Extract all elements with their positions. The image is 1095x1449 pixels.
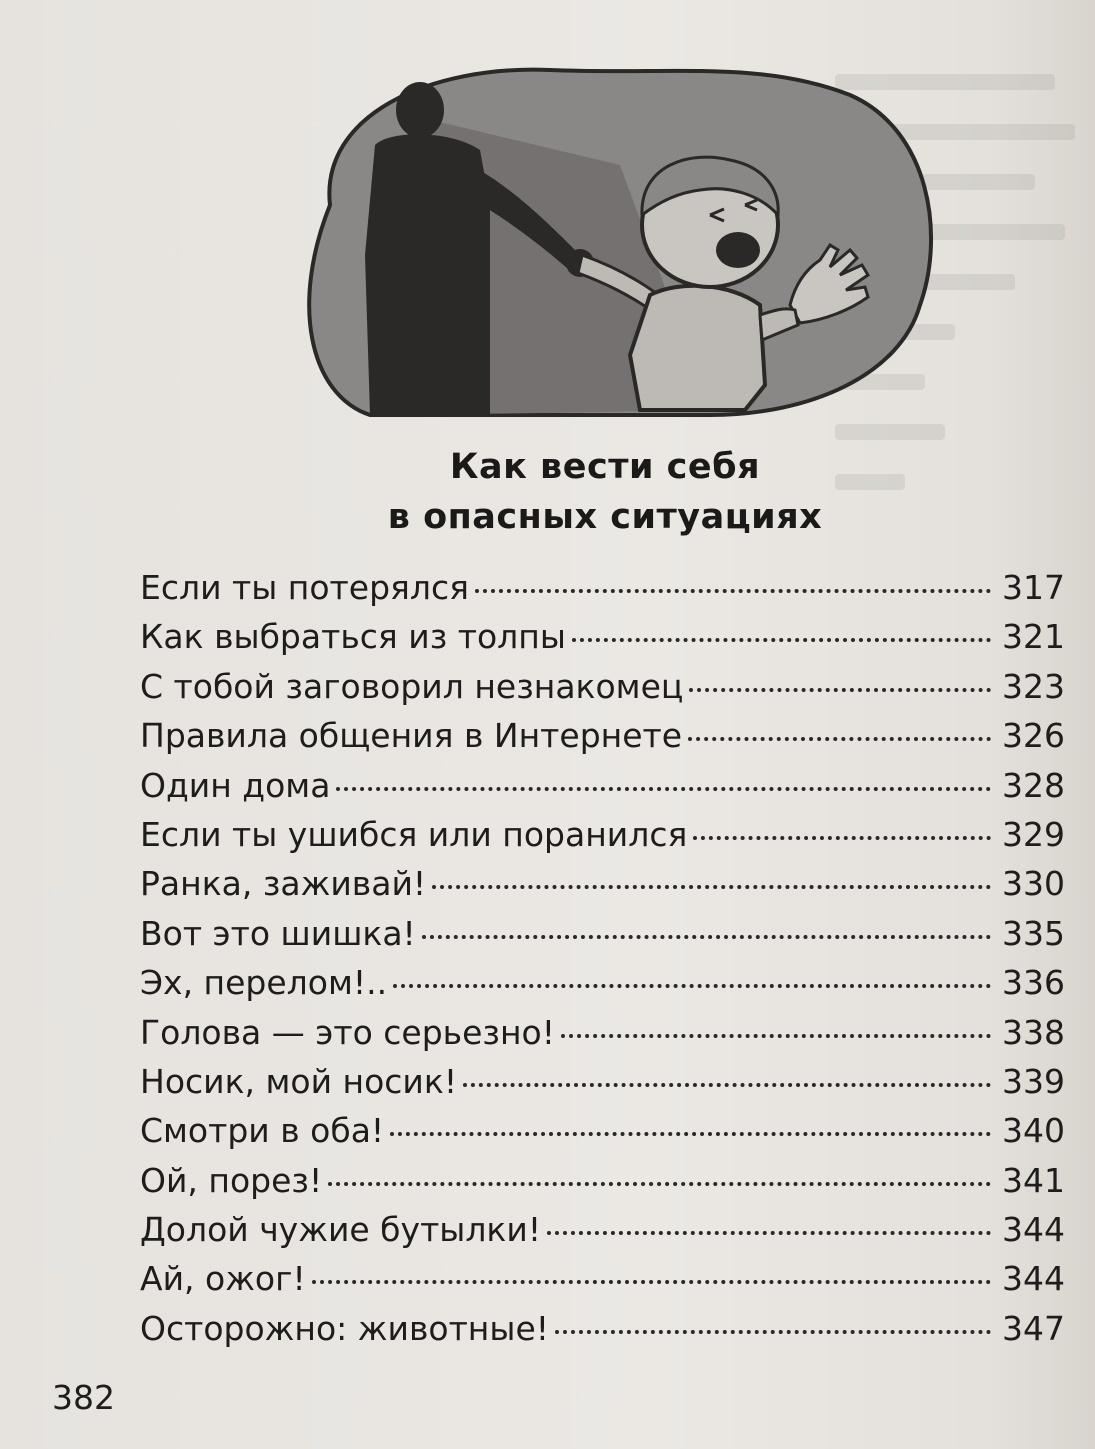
stranger-pulling-child-illustration <box>290 55 940 420</box>
toc-entry-page: 329 <box>1002 814 1065 854</box>
toc-entry[interactable] <box>140 963 1065 1012</box>
toc-leader-dots <box>572 638 991 642</box>
toc-entry-page: 338 <box>1002 1012 1065 1052</box>
toc-leader-dots <box>688 737 991 741</box>
toc-entry-page: 323 <box>1002 666 1065 706</box>
toc-entry[interactable] <box>140 864 1065 913</box>
toc-entry-page: 340 <box>1002 1111 1065 1151</box>
toc-entry-title: Смотри в оба! <box>140 1111 385 1151</box>
toc-entry-title: С тобой заговорил незнакомец <box>140 666 684 706</box>
toc-entry-page: 326 <box>1002 716 1065 756</box>
toc-entry[interactable] <box>140 1013 1065 1062</box>
toc-entry-title: Ай, ожог! <box>140 1259 306 1299</box>
toc-entry[interactable] <box>140 667 1065 716</box>
toc-leader-dots <box>475 589 991 593</box>
toc-entry-page: 335 <box>1002 913 1065 953</box>
toc-entry[interactable] <box>140 1309 1065 1358</box>
section-title-line-1: Как вести себя <box>449 447 761 487</box>
toc-entry[interactable] <box>140 1062 1065 1111</box>
toc-leader-dots <box>312 1280 991 1284</box>
toc-leader-dots <box>328 1182 991 1186</box>
toc-entry-title: Носик, мой носик! <box>140 1061 458 1101</box>
toc-entry[interactable] <box>140 716 1065 765</box>
toc-entry[interactable] <box>140 815 1065 864</box>
toc-entry-title: Ой, порез! <box>140 1160 323 1200</box>
toc-entry-title: Правила общения в Интернете <box>140 716 683 756</box>
toc-entry-title: Вот это шишка! <box>140 913 416 953</box>
toc-entry[interactable] <box>140 568 1065 617</box>
toc-entry-page: 341 <box>1002 1160 1065 1200</box>
toc-leader-dots <box>422 935 991 939</box>
toc-entry-page: 339 <box>1002 1061 1065 1101</box>
toc-entry-title: Если ты ушибся или поранился <box>140 814 688 854</box>
toc-entry-title: Осторожно: животные! <box>140 1308 549 1348</box>
toc-entry[interactable] <box>140 1259 1065 1308</box>
toc-entry-title: Долой чужие бутылки! <box>140 1210 542 1250</box>
toc-leader-dots <box>390 1132 991 1136</box>
toc-leader-dots <box>689 688 991 692</box>
table-of-contents <box>140 568 1065 1358</box>
page-number: 382 <box>52 1378 115 1417</box>
toc-entry[interactable] <box>140 1111 1065 1160</box>
toc-leader-dots <box>561 1034 991 1038</box>
toc-leader-dots <box>336 787 991 791</box>
toc-entry[interactable] <box>140 1210 1065 1259</box>
toc-entry[interactable] <box>140 1161 1065 1210</box>
toc-leader-dots <box>432 885 991 889</box>
toc-leader-dots <box>555 1330 991 1334</box>
toc-entry-page: 328 <box>1002 765 1065 805</box>
toc-entry-title: Один дома <box>140 765 331 805</box>
toc-entry-page: 321 <box>1002 617 1065 657</box>
section-title-line-2: в опасных ситуациях <box>387 497 823 537</box>
toc-entry-title: Ранка, заживай! <box>140 864 427 904</box>
toc-entry[interactable] <box>140 617 1065 666</box>
toc-leader-dots <box>393 984 991 988</box>
toc-entry[interactable] <box>140 766 1065 815</box>
toc-entry-title: Эх, перелом!.. <box>140 963 388 1003</box>
toc-entry-page: 347 <box>1002 1308 1065 1348</box>
toc-entry-page: 344 <box>1002 1210 1065 1250</box>
toc-leader-dots <box>547 1231 991 1235</box>
toc-entry-title: Голова — это серьезно! <box>140 1012 555 1052</box>
toc-entry-title: Если ты потерялся <box>140 568 469 607</box>
toc-entry-page: 344 <box>1002 1259 1065 1299</box>
toc-entry-page: 336 <box>1002 963 1065 1003</box>
toc-entry[interactable] <box>140 914 1065 963</box>
toc-entry-page: 330 <box>1002 864 1065 904</box>
toc-leader-dots <box>463 1083 991 1087</box>
toc-leader-dots <box>693 836 991 840</box>
toc-entry-title: Как выбраться из толпы <box>140 617 566 657</box>
section-title <box>300 442 910 542</box>
toc-entry-page: 317 <box>1002 568 1065 607</box>
